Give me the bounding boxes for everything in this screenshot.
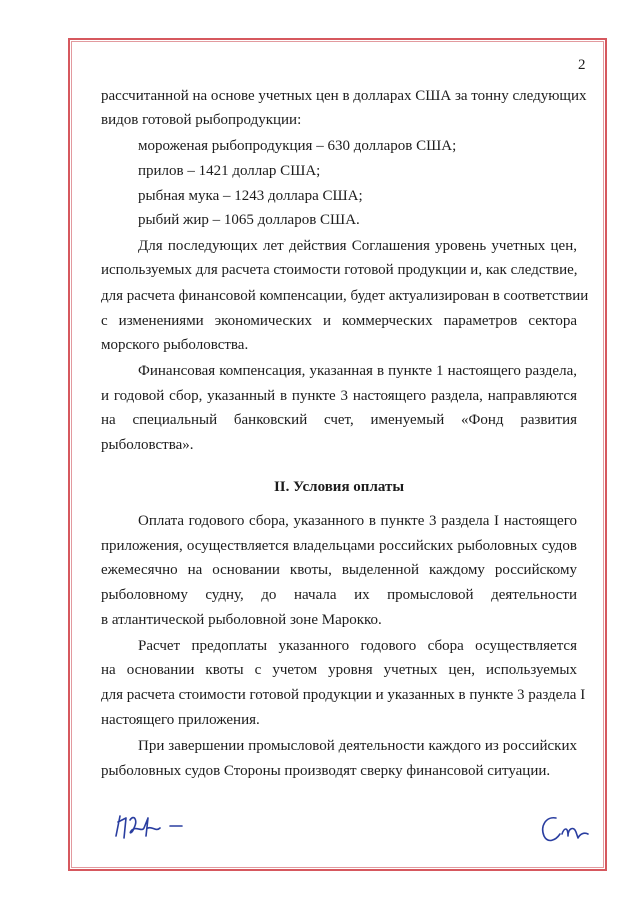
text-line: рыболовному судну, до начала их промысловой деятельности: [101, 587, 577, 603]
text-line: для расчета финансовой компенсации, будет актуализирован в соответствии: [101, 288, 589, 304]
text-line: Оплата годового сбора, указанного в пункте 3 раздела I настоящего: [138, 513, 577, 529]
text-line: на основании квоты с учетом уровня учетных цен, используемых: [101, 662, 577, 678]
text-line: Для последующих лет действия Соглашения уровень учетных цен,: [138, 238, 577, 254]
text-line: морского рыболовства.: [101, 337, 249, 353]
text-line: приложения, осуществляется владельцами российских рыболовных судов: [101, 538, 577, 554]
text-line: для расчета стоимости готовой продукции и указанных в пункте 3 раздела I: [101, 687, 586, 703]
text-line: на специальный банковский счет, именуемый «Фонд развития: [101, 412, 577, 428]
text-line: используемых для расчета стоимости готовой продукции и, как следствие,: [101, 262, 578, 278]
left-signature-initials: [108, 808, 208, 844]
text-line: в атлантической рыболовной зоне Марокко.: [101, 612, 382, 628]
list-item: прилов – 1421 доллар США;: [138, 163, 321, 179]
text-line: Финансовая компенсация, указанная в пункте 1 настоящего раздела,: [138, 363, 577, 379]
text-line: видов готовой рыбопродукции:: [101, 112, 302, 128]
text-line: и годовой сбор, указанный в пункте 3 настоящего раздела, направляются: [101, 388, 577, 404]
right-signature-initials: [538, 810, 608, 850]
text-line: с изменениями экономических и коммерческих параметров сектора: [101, 313, 577, 329]
list-item: мороженая рыбопродукция – 630 долларов США;: [138, 138, 457, 154]
list-item: рыбий жир – 1065 долларов США.: [138, 212, 360, 228]
list-item: рыбная мука – 1243 доллара США;: [138, 188, 363, 204]
text-line: рассчитанной на основе учетных цен в долларах США за тонну следующих: [101, 88, 587, 104]
text-line: рыболовных судов Стороны производят сверку финансовой ситуации.: [101, 763, 551, 779]
section-heading: II. Условия оплаты: [273, 479, 405, 495]
text-line: ежемесячно на основании квоты, выделенной каждому российскому: [101, 562, 577, 578]
text-line: Расчет предоплаты указанного годового сбора осуществляется: [138, 638, 577, 654]
page-number: 2: [578, 57, 586, 73]
text-line: рыболовства».: [101, 437, 194, 453]
text-line: настоящего приложения.: [101, 712, 260, 728]
text-line: При завершении промысловой деятельности каждого из российских: [138, 738, 577, 754]
